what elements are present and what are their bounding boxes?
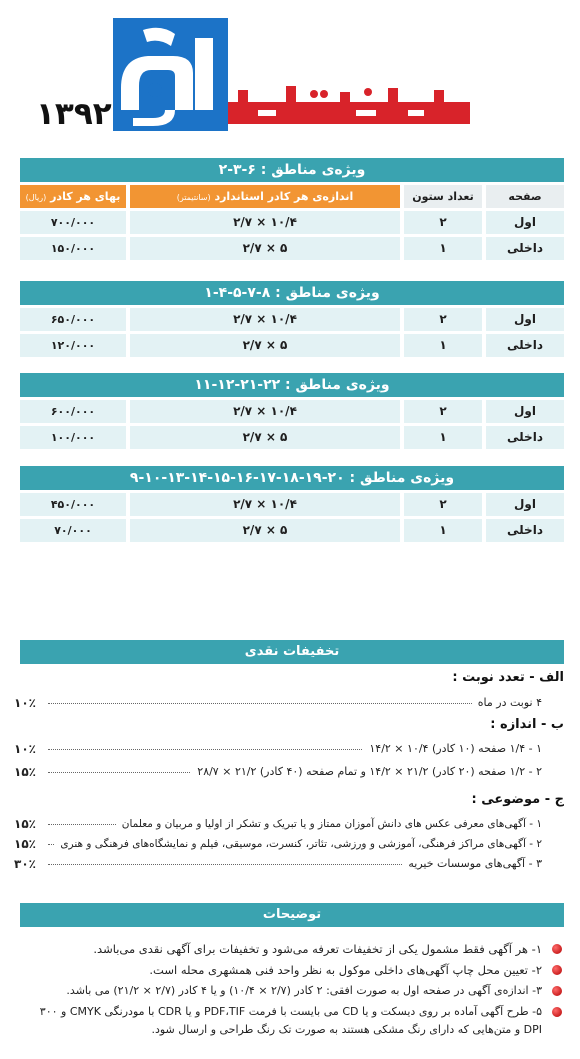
table-row: [20, 211, 564, 234]
cell-columns: ۱: [404, 519, 482, 542]
cell-page: داخلی: [486, 334, 564, 357]
discount-item-percent: ۱۵٪: [14, 765, 36, 779]
cell-price: ۱۰۰/۰۰۰: [20, 426, 126, 449]
discounts-title-bar: تخفیفات نقدی: [20, 640, 564, 664]
table-row: [20, 426, 564, 449]
dotted-leader: [48, 703, 542, 704]
cell-price: ۴۵۰/۰۰۰: [20, 493, 126, 516]
zone-title: ویژه‌ی مناطق : ۲۲-۲۱-۱۲-۱۱: [20, 373, 564, 397]
zone-title: ویژه‌ی مناطق : ۲۰-۱۹-۱۸-۱۷-۱۶-۱۵-۱۴-۱۳-۱۰-۹: [20, 466, 564, 490]
note-text: ۱- هر آگهی فقط مشمول یکی از تخفیفات تعرفه می‌شود و تخفیفات برای آگهی نقدی می‌باشد.: [93, 942, 542, 956]
header-columns: تعداد ستون: [404, 185, 482, 208]
mahalleh-logo-block: [113, 18, 228, 131]
cell-price: ۷۰۰/۰۰۰: [20, 211, 126, 234]
cell-size: ۲/۷ × ۱۰/۴: [130, 400, 400, 423]
header-size-unit: (سانتیمتر): [176, 193, 211, 202]
header: [0, 0, 580, 150]
discount-item: [14, 694, 542, 712]
cell-columns: ۲: [404, 308, 482, 331]
header-price: [20, 185, 126, 208]
zone-table-1: [20, 158, 564, 260]
table-row: [20, 308, 564, 331]
cell-columns: ۱: [404, 426, 482, 449]
cell-page: اول: [486, 308, 564, 331]
bullet-icon: [552, 965, 562, 975]
discount-item: [14, 815, 542, 833]
header-price-label: بهای هر کادر: [50, 190, 121, 203]
cell-page: اول: [486, 493, 564, 516]
discount-item-text: ۲ - ۱/۲ صفحه (۲۰ کادر) ۲۱/۲ × ۱۴/۲ و تمام صفحه (۴۰ کادر) ۲۱/۲ × ۲۸/۷: [191, 763, 542, 781]
discount-item-percent: ۱۵٪: [14, 837, 36, 851]
table-row: [20, 519, 564, 542]
cell-page: داخلی: [486, 519, 564, 542]
discount-category-a: الف - تعدد نوبت :: [452, 670, 564, 685]
discount-item-percent: ۳۰٪: [14, 857, 36, 871]
cell-size: ۲/۷ × ۱۰/۴: [130, 493, 400, 516]
discount-item: [14, 855, 542, 873]
cell-price: ۶۰۰/۰۰۰: [20, 400, 126, 423]
table-row: [20, 400, 564, 423]
cell-page: داخلی: [486, 237, 564, 260]
discount-item: [14, 835, 542, 853]
notes-title-bar: توضیحات: [20, 903, 564, 927]
table-row: [20, 237, 564, 260]
note-item: [22, 961, 562, 979]
header-price-unit: (ریال): [25, 193, 47, 202]
zone-table-4: [20, 466, 564, 542]
cell-size: ۲/۷ × ۵: [130, 334, 400, 357]
bullet-icon: [552, 986, 562, 996]
cell-page: اول: [486, 400, 564, 423]
edition-year: ۱۳۹۲: [36, 96, 112, 132]
table-header-row: [20, 185, 564, 208]
note-text: ۳- اندازه‌ی آگهی در صفحه اول به صورت افقی: ۲ کادر (۲/۷ × ۱۰/۴) و یا ۴ کادر (۲/۷ × ۲۱/۲) می باشد.: [66, 984, 542, 997]
table-row: [20, 334, 564, 357]
cell-page: داخلی: [486, 426, 564, 449]
note-text: ۲- تعیین محل چاپ آگهی‌های داخلی موکول به نظر واحد فنی همشهری محله است.: [149, 963, 542, 977]
discount-item-text: ۴ نوبت در ماه: [472, 694, 542, 712]
zone-title: ویژه‌ی مناطق : ۸-۷-۵-۴-۱: [20, 281, 564, 305]
cell-columns: ۲: [404, 493, 482, 516]
discount-item-text: ۱ - آگهی‌های معرفی عکس های دانش آموزان ممتاز و یا تبریک و تشکر از اولیا و مربیان و معلمان: [116, 815, 542, 833]
discount-item-percent: ۱۰٪: [14, 742, 36, 756]
note-text: ۵- طرح آگهی آماده بر روی دیسکت و یا CD می بایست با فرمت PDF،TIF و یا CDR با مودرنگی CMYK و ۳۰۰ DPI و متن‌هایی که دارای رنگ مشکی هستند به صورت تک رنگ طراحی و ارسال شود.: [39, 1005, 542, 1036]
discount-item-text: ۲ - آگهی‌های مراکز فرهنگی، آموزشی و ورزشی، تئاتر، کنسرت، موسیقی، فیلم و نمایشگاه‌های فرهنگی و هنری: [54, 835, 542, 853]
discount-item: [14, 763, 542, 781]
discount-item-percent: ۱۰٪: [14, 696, 36, 710]
note-item: [22, 1003, 562, 1039]
cell-price: ۶۵۰/۰۰۰: [20, 308, 126, 331]
cell-columns: ۲: [404, 400, 482, 423]
cell-size: ۲/۷ × ۱۰/۴: [130, 308, 400, 331]
note-item: [22, 982, 562, 1000]
header-size-label: اندازه‌ی هر کادر استاندارد: [214, 190, 354, 203]
discount-category-b: ب - اندازه :: [490, 717, 564, 732]
discount-item-text: ۱ - ۱/۴ صفحه (۱۰ کادر) ۱۰/۴ × ۱۴/۲: [363, 740, 542, 758]
bullet-icon: [552, 1007, 562, 1017]
discount-item-text: ۳ - آگهی‌های موسسات خیریه: [402, 855, 542, 873]
zone-table-3: [20, 373, 564, 449]
table-row: [20, 493, 564, 516]
header-page: صفحه: [486, 185, 564, 208]
cell-columns: ۱: [404, 334, 482, 357]
hamshahri-wordmark: [228, 82, 470, 132]
discount-item: [14, 740, 542, 758]
zone-table-2: [20, 281, 564, 357]
cell-columns: ۲: [404, 211, 482, 234]
mahalleh-logo-icon: [113, 18, 228, 131]
bullet-icon: [552, 944, 562, 954]
cell-columns: ۱: [404, 237, 482, 260]
cell-size: ۲/۷ × ۱۰/۴: [130, 211, 400, 234]
discount-item-percent: ۱۵٪: [14, 817, 36, 831]
header-size: [130, 185, 400, 208]
cell-price: ۱۲۰/۰۰۰: [20, 334, 126, 357]
cell-price: ۷۰/۰۰۰: [20, 519, 126, 542]
cell-price: ۱۵۰/۰۰۰: [20, 237, 126, 260]
discount-category-c: ج - موضوعی :: [471, 792, 564, 807]
cell-size: ۲/۷ × ۵: [130, 237, 400, 260]
zone-title: ویژه‌ی مناطق : ۶-۳-۲: [20, 158, 564, 182]
cell-page: اول: [486, 211, 564, 234]
cell-size: ۲/۷ × ۵: [130, 519, 400, 542]
cell-size: ۲/۷ × ۵: [130, 426, 400, 449]
note-item: [22, 940, 562, 958]
